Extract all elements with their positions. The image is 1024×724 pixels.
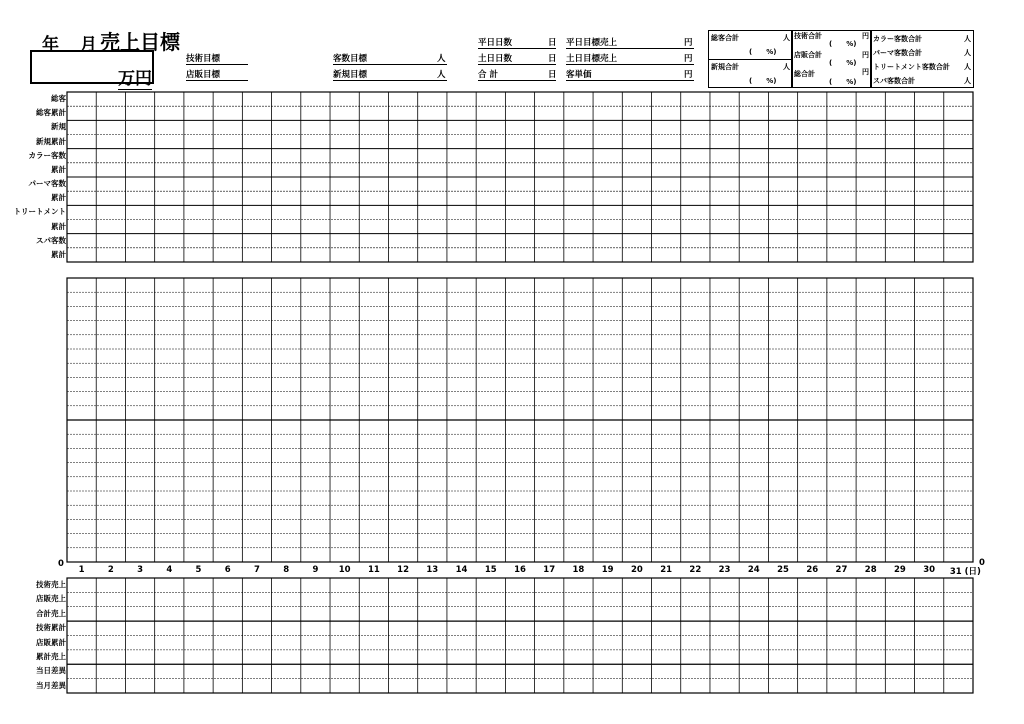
- top-row-label: スパ客数: [36, 235, 66, 245]
- day-unit-1: 日: [548, 38, 557, 48]
- yen-c: 円: [862, 68, 869, 76]
- day-number: 1: [78, 565, 85, 575]
- top-row-label: トリートメント: [13, 207, 66, 217]
- day-number: 11: [367, 565, 380, 575]
- day-number: 23: [718, 565, 731, 575]
- day-number: 18: [572, 565, 585, 575]
- day-number: 9: [312, 565, 319, 575]
- bottom-row-label: 店販累計: [36, 637, 66, 647]
- top-row-label: パーマ客数: [28, 179, 66, 189]
- person-c: 人: [964, 35, 971, 43]
- top-row-label: 総客累計: [36, 108, 66, 118]
- pct-b: ( %): [749, 77, 777, 85]
- weekday-days-label: 平日日数: [478, 36, 556, 49]
- top-row-label: 新規累計: [36, 136, 66, 146]
- top-row-label: 累計: [51, 221, 66, 231]
- weekend-target-label: 土日目標売上: [566, 52, 694, 65]
- chart-left-zero: 0: [58, 559, 64, 569]
- customer-goal-label: 客数目標: [333, 52, 447, 65]
- top-row-label: 累計: [51, 164, 66, 174]
- day-number: 5: [195, 565, 202, 575]
- top-row-label: カラー客数: [28, 150, 66, 160]
- day-unit-2: 日: [548, 54, 557, 64]
- customer-goal-unit: 人: [437, 54, 446, 64]
- yen-a: 円: [862, 32, 869, 40]
- perm-total-label: パーマ客数合計: [873, 49, 922, 57]
- retail-goal-label: 店販目標: [186, 68, 248, 81]
- yen-unit-3: 円: [684, 70, 693, 80]
- weekend-days-label: 土日日数: [478, 52, 556, 65]
- day-number: 13: [426, 565, 439, 575]
- day-number: 6: [224, 565, 231, 575]
- day-number: 19: [601, 565, 614, 575]
- day-number: 12: [397, 565, 409, 575]
- yen-b: 円: [862, 51, 869, 59]
- new-goal-label: 新規目標: [333, 68, 447, 81]
- new-goal-unit: 人: [437, 70, 446, 80]
- day-number: 26: [806, 565, 819, 575]
- bottom-row-label: 技術累計: [36, 623, 66, 633]
- day-number: 17: [543, 565, 556, 575]
- day-number: 20: [630, 565, 643, 575]
- day-number: 7: [253, 565, 260, 575]
- bottom-row-label: 合計売上: [36, 608, 66, 618]
- total-customers-label: 総客合計: [711, 34, 739, 42]
- yen-unit-2: 円: [684, 54, 693, 64]
- day-number: 15: [484, 565, 497, 575]
- spa-total-label: スパ客数合計: [873, 77, 915, 85]
- day-number: 31 (日): [949, 567, 981, 577]
- bottom-row-label: 当日差異: [36, 666, 66, 676]
- day-number: 8: [283, 565, 290, 575]
- top-row-label: 新規: [51, 122, 66, 132]
- bottom-row-label: 店販売上: [36, 594, 66, 604]
- day-number: 28: [864, 565, 877, 575]
- day-number: 4: [166, 565, 173, 575]
- total-days-label: 合 計: [478, 68, 556, 81]
- pct-d: ( %): [829, 59, 857, 67]
- day-number: 30: [923, 565, 936, 575]
- yen-unit-1: 円: [684, 38, 693, 48]
- day-number: 27: [835, 565, 848, 575]
- bottom-row-label: 当月差異: [36, 680, 66, 690]
- day-number: 24: [747, 565, 760, 575]
- day-number: 16: [514, 565, 526, 575]
- day-number: 25: [777, 565, 789, 575]
- person-d: 人: [964, 49, 971, 57]
- person-e: 人: [964, 63, 971, 71]
- new-total-label: 新規合計: [711, 63, 739, 71]
- day-number: 3: [137, 565, 143, 575]
- weekday-target-label: 平日目標売上: [566, 36, 694, 49]
- retail-total-label: 店販合計: [794, 51, 822, 59]
- pct-a: ( %): [749, 48, 777, 56]
- day-unit-3: 日: [548, 70, 557, 80]
- bottom-row-label: 技術売上: [36, 580, 66, 589]
- page-title: 売上目標: [100, 30, 180, 54]
- treatment-total-label: トリートメント客数合計: [873, 63, 950, 71]
- top-row-label: 累計: [51, 249, 66, 259]
- bottom-row-label: 累計売上: [36, 652, 66, 661]
- top-row-label: 総客: [51, 94, 66, 103]
- day-number: 14: [455, 565, 468, 575]
- tech-goal-label: 技術目標: [186, 52, 248, 65]
- color-total-label: カラー客数合計: [873, 35, 922, 43]
- day-number: 29: [894, 565, 906, 575]
- day-number: 2: [107, 565, 114, 575]
- pct-c: ( %): [829, 40, 857, 48]
- person-f: 人: [964, 77, 971, 85]
- person-unit-a: 人: [783, 34, 790, 42]
- day-number: 22: [689, 565, 702, 575]
- unit-price-label: 客単価: [566, 68, 694, 81]
- tech-total-label: 技術合計: [794, 32, 822, 40]
- day-number: 21: [660, 565, 673, 575]
- year-label: 年: [42, 35, 59, 55]
- grand-total-label: 総合計: [794, 70, 815, 78]
- day-number: 10: [338, 565, 351, 575]
- top-row-label: 累計: [51, 193, 66, 203]
- person-unit-b: 人: [783, 63, 790, 71]
- goal-unit: 万円: [118, 64, 152, 90]
- month-label: 月: [80, 35, 97, 55]
- chart-right-zero: 0: [979, 558, 985, 568]
- pct-e: ( %): [829, 78, 857, 86]
